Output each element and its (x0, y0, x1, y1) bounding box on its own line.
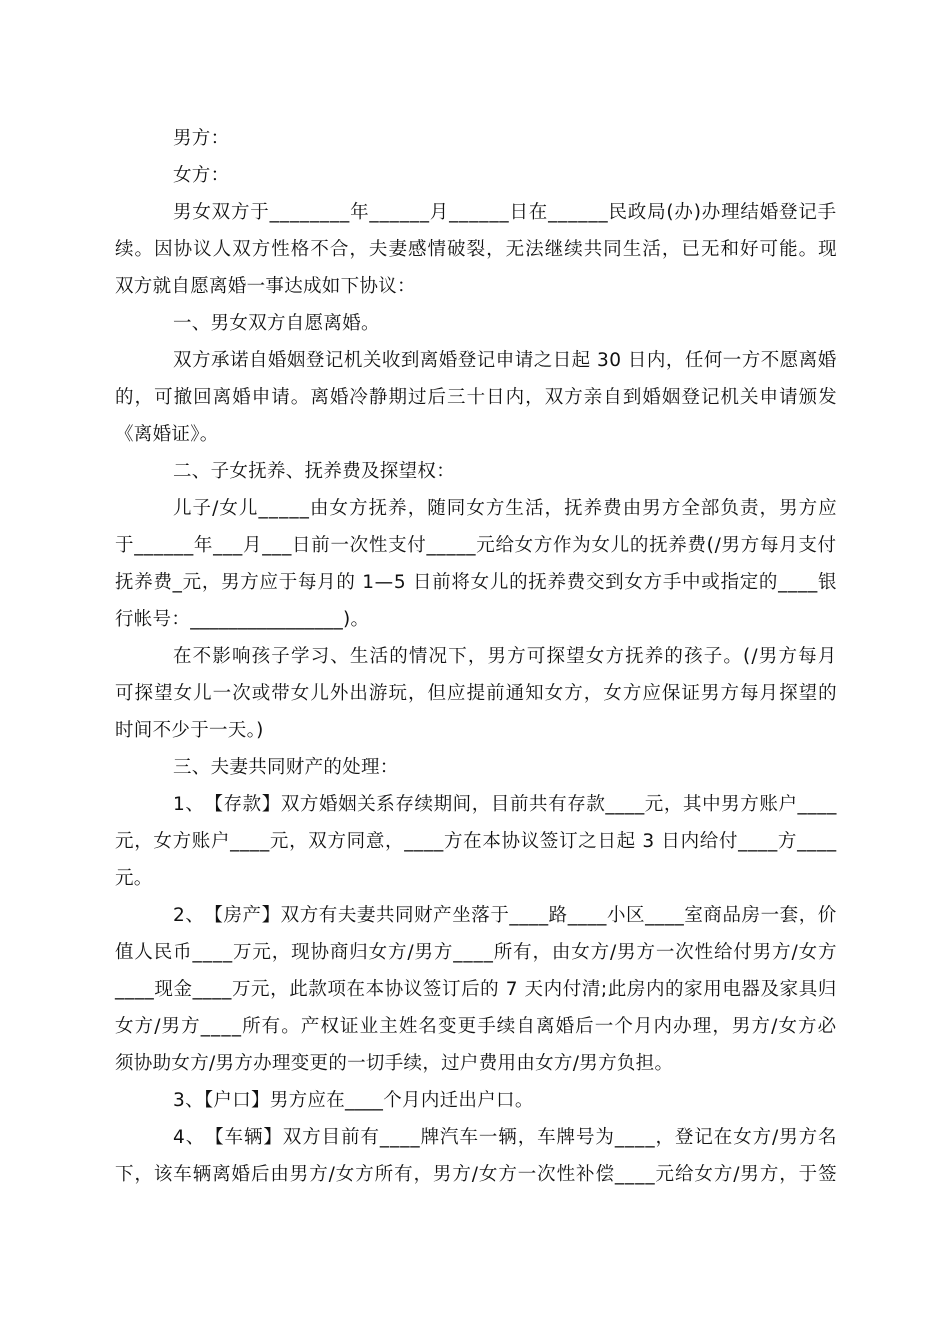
document-line: 男 女 双 方 于 _ _ _ _ _ _ _ _ 年 _ _ _ _ _ _ 月 _ _ _ _ _ _ 日 在 _ _ _ _ _ _ 民 政 局 ( 办 ) 办 理 结 婚 登 记 手 (173, 202, 837, 223)
document-line: 时间不少于一天。) (115, 720, 264, 741)
document-line: 双方就自愿离婚一事达成如下协议： (115, 276, 416, 297)
document-line: 2 、 【 房 产 】 双 方 有 夫 妻 共 同 财 产 坐 落 于 _ _ _ _ 路 _ _ _ _ 小 区 _ _ _ _ 室 商 品 房 一 套 ， 价 (173, 905, 837, 926)
document-line: 于 _ _ _ _ _ _ 年 _ _ _ 月 _ _ _ 日 前 一 次 性 支 付 _ _ _ _ _ 元 给 女 方 作 为 女 儿 的 抚 养 费 ( / 男 方 每 月 支 付 (115, 535, 837, 556)
document-line: 元 ， 女 方 账 户 _ _ _ _ 元 ， 双 方 同 意 ， _ _ _ _ 方 在 本 协 议 签 订 之 日 起 3 日 内 给 付 _ _ _ _ 方 _ _ _ _ (115, 831, 837, 852)
document-line: 女 方 / 男 方 _ _ _ _ 所 有 。 产 权 证 业 主 姓 名 变 更 手 续 自 离 婚 后 一 个 月 内 办 理 ， 男 方 / 女 方 必 (115, 1016, 837, 1037)
document-line: 元。 (115, 868, 153, 889)
document-line: 1 、 【 存 款 】 双 方 婚 姻 关 系 存 续 期 间 ， 目 前 共 有 存 款 _ _ _ _ 元 ， 其 中 男 方 账 户 _ _ _ _ (173, 794, 837, 815)
document-line: 儿 子 / 女 儿 _ _ _ _ _ 由 女 方 抚 养 ， 随 同 女 方 生 活 ， 抚 养 费 由 男 方 全 部 负 责 ， 男 方 应 (173, 498, 837, 519)
document-line: 续 。 因 协 议 人 双 方 性 格 不 合 ， 夫 妻 感 情 破 裂 ， 无 法 继 续 共 同 生 活 ， 已 无 和 好 可 能 。 现 (115, 239, 837, 260)
document-line: 男方： (173, 128, 230, 149)
document-line: _ _ _ _ 现 金 _ _ _ _ 万 元 ， 此 款 项 在 本 协 议 签 订 后 的 7 天 内 付 清 ; 此 房 内 的 家 用 电 器 及 家 具 归 (115, 979, 837, 1000)
document-line: 行帐号：________________)。 (115, 609, 370, 630)
document-line: 在 不 影 响 孩 子 学 习 、 生 活 的 情 况 下 ， 男 方 可 探 望 女 方 抚 养 的 孩 子 。 ( / 男 方 每 月 (173, 646, 837, 667)
document-line: 3、【户口】男方应在____个月内迁出户口。 (173, 1090, 534, 1111)
document-line: 抚 养 费 _ 元 ， 男 方 应 于 每 月 的 1 — 5 日 前 将 女 儿 的 抚 养 费 交 到 女 方 手 中 或 指 定 的 _ _ _ _ 银 (115, 572, 837, 593)
document-line: 一、男女双方自愿离婚。 (173, 313, 380, 334)
document-body (115, 120, 837, 1193)
document-line: 值 人 民 币 _ _ _ _ 万 元 ， 现 协 商 归 女 方 / 男 方 _ _ _ _ 所 有 ， 由 女 方 / 男 方 一 次 性 给 付 男 方 / 女 方 (115, 942, 837, 963)
document-line: 双 方 承 诺 自 婚 姻 登 记 机 关 收 到 离 婚 登 记 申 请 之 日 起 3 0 日 内 ， 任 何 一 方 不 愿 离 婚 (173, 350, 837, 371)
document-line: 《离婚证》。 (115, 424, 219, 445)
document-line: 可 探 望 女 儿 一 次 或 带 女 儿 外 出 游 玩 ， 但 应 提 前 通 知 女 方 ， 女 方 应 保 证 男 方 每 月 探 望 的 (115, 683, 837, 704)
document-line: 下 ， 该 车 辆 离 婚 后 由 男 方 / 女 方 所 有 ， 男 方 / 女 方 一 次 性 补 偿 _ _ _ _ 元 给 女 方 / 男 方 ， 于 签 (115, 1164, 837, 1185)
document-line: 4 、 【 车 辆 】 双 方 目 前 有 _ _ _ _ 牌 汽 车 一 辆 ， 车 牌 号 为 _ _ _ _ ， 登 记 在 女 方 / 男 方 名 (173, 1127, 837, 1148)
document-line: 三、夫妻共同财产的处理： (173, 757, 399, 778)
document-line: 二、子女抚养、抚养费及探望权： (173, 461, 456, 482)
document-line: 女方： (173, 165, 230, 186)
document-line: 须协助女方/男方办理变更的一切手续，过户费用由女方/男方负担。 (115, 1053, 674, 1074)
document-line: 的 ， 可 撤 回 离 婚 申 请 。 离 婚 冷 静 期 过 后 三 十 日 内 ， 双 方 亲 自 到 婚 姻 登 记 机 关 申 请 颁 发 (115, 387, 837, 408)
